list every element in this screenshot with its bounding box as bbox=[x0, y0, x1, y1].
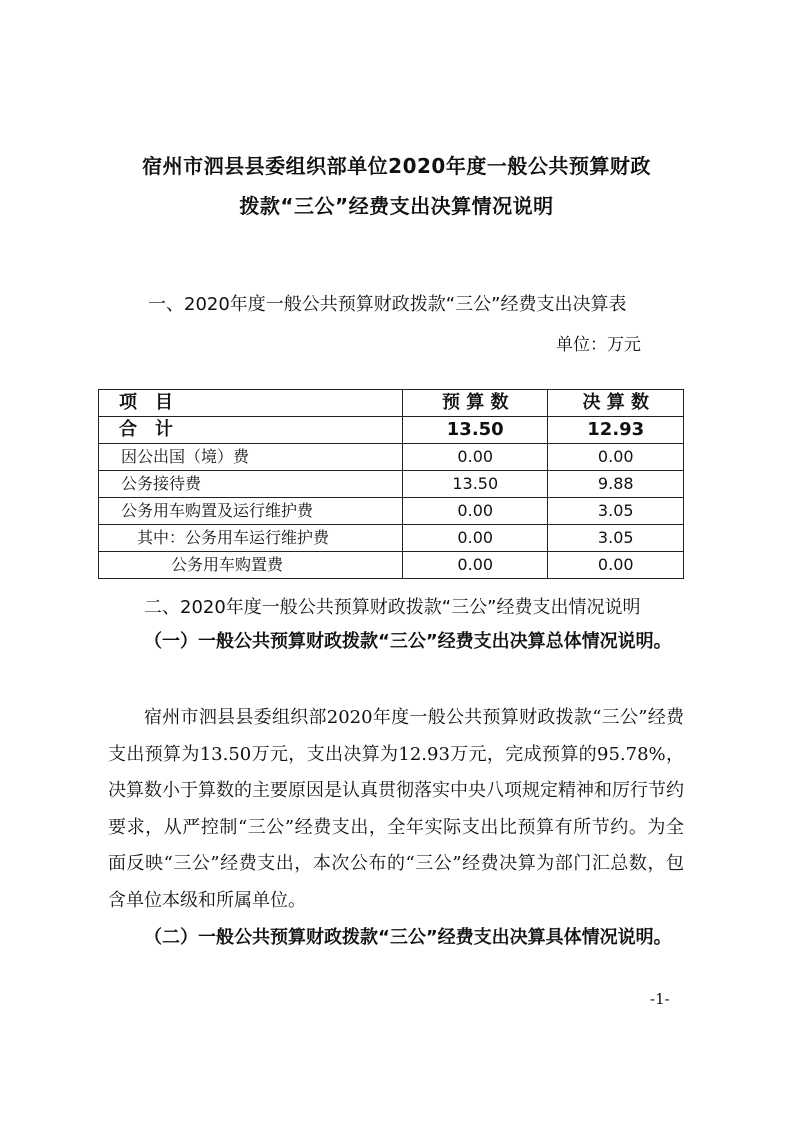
header-item: 项 目 bbox=[99, 390, 403, 417]
three-public-expenses-table bbox=[98, 389, 684, 579]
row-budget: 0.00 bbox=[403, 498, 548, 525]
total-budget: 13.50 bbox=[403, 417, 548, 444]
row-actual: 3.05 bbox=[548, 498, 684, 525]
section-2-heading: 二、2020年度一般公共预算财政拨款“三公”经费支出情况说明 bbox=[144, 597, 641, 618]
document-title-line-1: 宿州市泗县县委组织部单位2020年度一般公共预算财政 bbox=[142, 154, 651, 178]
row-actual: 9.88 bbox=[548, 471, 684, 498]
table-row bbox=[99, 552, 684, 579]
row-budget: 0.00 bbox=[403, 525, 548, 552]
subsection-1-heading: （一）一般公共预算财政拨款“三公”经费支出决算总体情况说明。 bbox=[144, 631, 672, 652]
row-actual: 0.00 bbox=[548, 552, 684, 579]
subsection-1-body: 宿州市泗县县委组织部2020年度一般公共预算财政拨款“三公”经费支出预算为13.50万元，支出决算为12.93万元，完成预算的95.78%，决算数小于算数的主要原因是认真贯彻落实中央八项规定精神和厉行节约要求，从严控制“三公”经费支出，全年实际支出比预算有所节约。为全面反映“三公”经费支出，本次公布的“三公”经费决算为部门汇总数，包含单位本级和所属单位。 bbox=[108, 707, 684, 911]
table-row bbox=[99, 525, 684, 552]
row-budget: 0.00 bbox=[403, 444, 548, 471]
total-label: 合 计 bbox=[99, 417, 403, 444]
row-label: 公务用车购置费 bbox=[99, 552, 403, 579]
total-actual: 12.93 bbox=[548, 417, 684, 444]
unit-label: 单位：万元 bbox=[556, 335, 641, 355]
section-1-heading: 一、2020年度一般公共预算财政拨款“三公”经费支出决算表 bbox=[148, 294, 627, 315]
row-label: 公务接待费 bbox=[99, 471, 403, 498]
row-budget: 13.50 bbox=[403, 471, 548, 498]
table-header-row bbox=[99, 390, 684, 417]
table-row bbox=[99, 444, 684, 471]
page-number: -1- bbox=[650, 990, 670, 1008]
document-title-line-2: 拨款“三公”经费支出决算情况说明 bbox=[239, 194, 554, 218]
table-row bbox=[99, 498, 684, 525]
row-budget: 0.00 bbox=[403, 552, 548, 579]
row-actual: 0.00 bbox=[548, 444, 684, 471]
table-row bbox=[99, 471, 684, 498]
row-label: 公务用车购置及运行维护费 bbox=[99, 498, 403, 525]
row-actual: 3.05 bbox=[548, 525, 684, 552]
row-label: 其中：公务用车运行维护费 bbox=[99, 525, 403, 552]
subsection-2-heading: （二）一般公共预算财政拨款“三公”经费支出决算具体情况说明。 bbox=[144, 927, 672, 948]
table-total-row bbox=[99, 417, 684, 444]
header-actual: 决 算 数 bbox=[548, 390, 684, 417]
header-budget: 预 算 数 bbox=[403, 390, 548, 417]
row-label: 因公出国（境）费 bbox=[99, 444, 403, 471]
